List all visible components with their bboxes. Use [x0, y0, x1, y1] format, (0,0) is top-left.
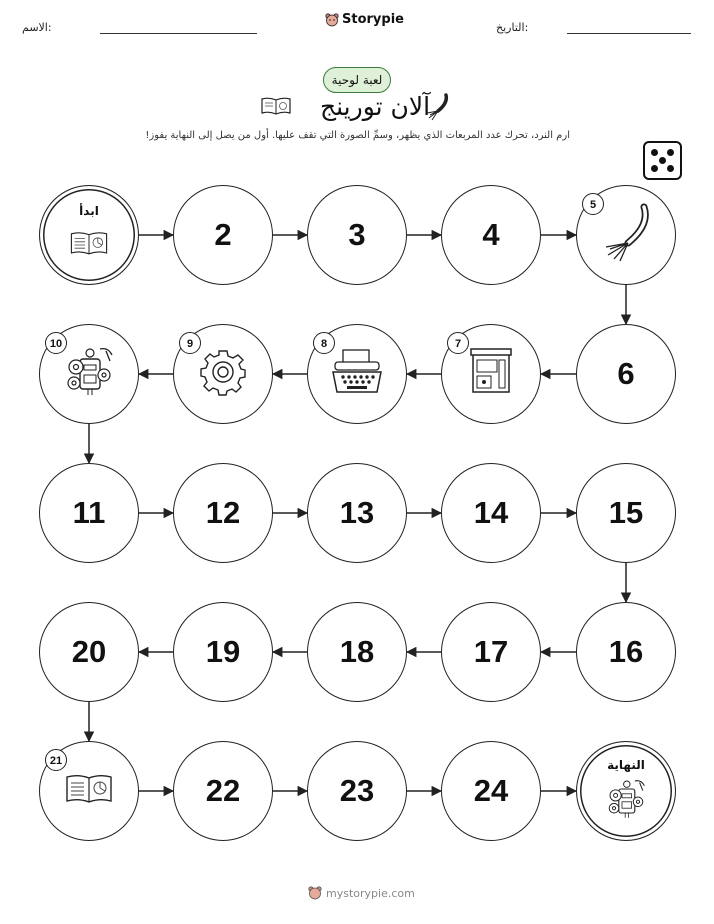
start-space [39, 185, 139, 285]
board-space-11 [39, 463, 139, 563]
start-label: ابدأ [79, 204, 99, 218]
board-space-15 [576, 463, 676, 563]
space-number: 4 [482, 217, 500, 252]
space-number-badge: 21 [45, 749, 67, 771]
board-space-8 [307, 324, 407, 424]
board-space-14 [441, 463, 541, 563]
board-space-5 [576, 185, 676, 285]
board-space-9 [173, 324, 273, 424]
board-space-6 [576, 324, 676, 424]
computer-cabinet-icon [465, 346, 517, 402]
space-number: 14 [473, 495, 509, 530]
board-space-19 [173, 602, 273, 702]
board-space-17 [441, 602, 541, 702]
board-space-7 [441, 324, 541, 424]
space-number: 13 [339, 495, 375, 530]
space-number: 19 [205, 634, 241, 669]
space-number: 2 [214, 217, 232, 252]
cable-icon [600, 203, 652, 267]
finish-label: النهاية [607, 758, 645, 772]
space-number: 17 [473, 634, 509, 669]
date-label: التاريخ: [496, 21, 529, 34]
board-space-2 [173, 185, 273, 285]
space-number: 6 [617, 356, 635, 391]
board-space-20 [39, 602, 139, 702]
space-number: 15 [608, 495, 644, 530]
typewriter-icon [329, 346, 385, 402]
space-number: 11 [72, 495, 106, 530]
space-number-badge: 10 [45, 332, 67, 354]
board-space-21 [39, 741, 139, 841]
footer-url[interactable]: mystorypie.com [326, 886, 415, 900]
board-space-23 [307, 741, 407, 841]
board-space-16 [576, 602, 676, 702]
space-number: 16 [608, 634, 644, 669]
space-number: 3 [348, 217, 366, 252]
finish-space [576, 741, 676, 841]
space-number: 12 [205, 495, 241, 530]
space-number-badge: 5 [582, 193, 604, 215]
page-title: آلان تورينج [320, 92, 431, 121]
space-number: 18 [339, 634, 375, 669]
game-type-badge: لعبة لوحية [323, 67, 391, 93]
space-number: 22 [205, 773, 241, 808]
space-number-badge: 7 [447, 332, 469, 354]
space-number: 23 [339, 773, 375, 808]
board-space-12 [173, 463, 273, 563]
gear-icon [198, 347, 248, 401]
board-space-22 [173, 741, 273, 841]
board-space-3 [307, 185, 407, 285]
book-icon [64, 772, 114, 810]
bear-icon [308, 886, 322, 900]
machine-icon [604, 778, 647, 824]
footer [308, 886, 415, 900]
board-space-13 [307, 463, 407, 563]
name-label: الاسم: [22, 21, 52, 34]
board-space-18 [307, 602, 407, 702]
board-space-10 [39, 324, 139, 424]
machine-icon [62, 345, 116, 403]
space-number-badge: 9 [179, 332, 201, 354]
instructions: ارم النرد، تحرك عدد المربعات الذي يظهر، وسمِّ الصورة التي تقف عليها. أول من يصل إلى النهاية يفوز! [145, 130, 570, 141]
board-space-24 [441, 741, 541, 841]
space-number: 24 [473, 773, 509, 808]
space-number: 20 [71, 634, 107, 669]
board-space-4 [441, 185, 541, 285]
book-icon [69, 230, 109, 260]
brand-name: Storypie [342, 12, 404, 27]
space-number-badge: 8 [313, 332, 335, 354]
